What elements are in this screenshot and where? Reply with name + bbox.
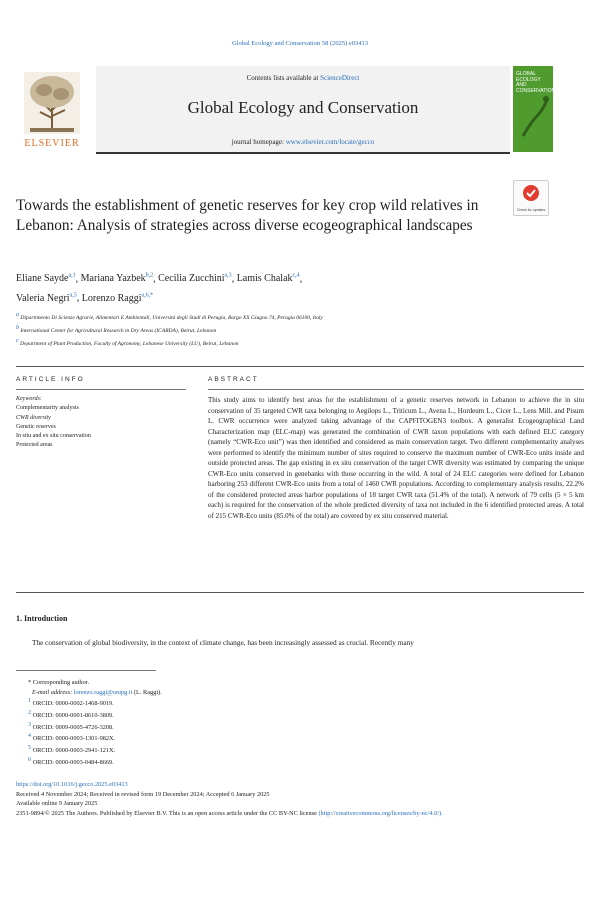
received-dates: Received 4 November 2024; Received in revised form 19 December 2024; Accepted 6 January 2025 bbox=[16, 790, 270, 798]
footnote-divider bbox=[16, 670, 156, 671]
sciencedirect-link[interactable]: ScienceDirect bbox=[320, 74, 360, 82]
corresponding-author-note: * Corresponding author. bbox=[28, 679, 90, 686]
keyword: CWR diversity bbox=[16, 414, 51, 421]
author[interactable]: Cecilia Zucchini$^{a,3}$ bbox=[158, 273, 232, 285]
homepage-line bbox=[96, 138, 510, 146]
article-info-heading: ARTICLE INFO bbox=[16, 376, 85, 383]
journal-reference[interactable]: Global Ecology and Conservation 58 (2025) e03413 bbox=[231, 40, 369, 47]
orcid-note: $^4$ ORCID: 0000-0003-1301-982X. bbox=[28, 733, 116, 743]
abstract-text: This study aims to identify best areas for the establishment of a genetic reserves network in Lebanon to achieve the in situ conservation of 35 targeted CWR taxa belonging to Aegilops L., Triticum L., Avena L., Hordeum L., Cicer L., Lens Mill. and Pisum L. CWR occurrence were analyzed taking advantage of the CAPFITOGEN3 toolbox. A generalist Ecogeographical Land Characterization map (ELC-map) was generated the combination of CWR taxon populations with each defined ELC category (namely “CWR-Eco unit”) was then identified and considered as main conservation target. Two different complementarity analyses were performed to identify the minimum number of sites required to conserve the maximum number of CWR-Eco units inside and outside protected areas. The gap existing in ex situ conservation of the target CWR diversity was estimated by comparing the unique CWR-Eco units conserved in genebanks with those occurring in the wild. A total of 24 ELC categories were defined for Lebanon harboring 253 different CWR-Eco units from a total of 1460 CWR populations. According to complementary analysis results, 22.2% of the considered protected areas harbor populations of 18 target CWR taxa (51.4% of the total). A network of 79 cells (5 × 5 km each) is required for the conservation of the whole predicted diversity of taxa not included in the 6 identified protected areas. A total of 215 CWR-Eco units (85.0% of the total) are covered by ex situ conserved material. bbox=[208, 396, 584, 520]
doi-link[interactable]: https://doi.org/10.1016/j.gecco.2025.e03413 bbox=[16, 781, 128, 788]
cover-lizard-icon bbox=[513, 66, 556, 152]
available-online: Available online 9 January 2025 bbox=[16, 800, 98, 808]
keywords-label: Keywords: bbox=[16, 396, 42, 402]
author[interactable]: Lamis Chalak$^{c,4}$ bbox=[236, 273, 300, 285]
homepage-link[interactable]: www.elsevier.com/locate/gecco bbox=[285, 138, 375, 146]
orcid-note: $^3$ ORCID: 0009-0005-4726-3208. bbox=[28, 721, 114, 731]
email-note: E-mail address: lorenzo.raggi@unipg.it (L. Raggi). bbox=[32, 688, 162, 696]
keywords-block bbox=[16, 389, 186, 451]
divider bbox=[16, 592, 584, 593]
abstract bbox=[208, 376, 584, 521]
license-link[interactable]: (http://creativecommons.org/licenses/by-nc/4.0/). bbox=[318, 809, 443, 817]
journal-banner bbox=[96, 66, 510, 154]
introduction-heading: 1. Introduction bbox=[16, 614, 68, 623]
keyword: Genetic reserves bbox=[16, 423, 56, 430]
orcid-note: $^5$ ORCID: 0000-0003-2941-121X. bbox=[28, 744, 116, 755]
email-link[interactable]: lorenzo.raggi@unipg.it bbox=[73, 688, 133, 696]
contents-prefix: Contents lists available at bbox=[246, 74, 319, 82]
keyword: Complementarity analysis bbox=[16, 405, 79, 412]
publication-info bbox=[16, 780, 584, 818]
introduction-text: The conservation of global biodiversity, in the context of climate change, has been increasingly assessed as crucial. Recently many bbox=[32, 638, 414, 647]
author[interactable]: Valeria Negri$^{a,5}$ bbox=[16, 292, 77, 304]
journal-cover[interactable] bbox=[513, 66, 556, 152]
abstract-heading: ABSTRACT bbox=[208, 376, 259, 383]
check-updates-icon bbox=[514, 181, 548, 205]
publisher-logo-text: ELSEVIER bbox=[24, 138, 80, 149]
divider bbox=[16, 366, 584, 367]
footnotes bbox=[16, 678, 316, 767]
masthead bbox=[16, 66, 584, 156]
homepage-prefix: journal homepage: bbox=[231, 138, 284, 146]
cover-title: GLOBAL ECOLOGY AND CONSERVATION bbox=[516, 71, 556, 94]
author-list: Eliane Sayde$^{a,1}$, Mariana Yazbek$^{b,2}$, Cecilia Zucchini$^{a,3}$, Lamis Chalak$^{c,4}$, Valeria Negri$^{a,5}$, Lorenzo Raggi$^{a,6,*}$ bbox=[16, 273, 303, 304]
orcid-note: $^2$ ORCID: 0000-0001-8610-3809. bbox=[28, 709, 114, 719]
elsevier-logo[interactable] bbox=[16, 66, 88, 156]
article-info bbox=[16, 376, 186, 451]
author[interactable]: Lorenzo Raggi$^{a,6,*}$ bbox=[81, 292, 154, 304]
affiliation: $^a$ Dipartimento Di Scienze Agrarie, Alimentari E Ambientali, Università degli Studi di Perugia, Borgo XX Giugno 74, Perugia 06100, Italy bbox=[16, 312, 323, 321]
author[interactable]: Mariana Yazbek$^{b,2}$ bbox=[80, 273, 154, 285]
orcid-note: $^1$ ORCID: 0000-0002-1468-9019. bbox=[28, 698, 114, 708]
keyword: Protected areas bbox=[16, 442, 53, 449]
author[interactable]: Eliane Sayde$^{a,1}$ bbox=[16, 273, 76, 285]
check-updates-label: Check for updates bbox=[516, 208, 546, 213]
license-statement: 2351-9894/© 2025 The Authors. Published by Elsevier B.V. This is an open access article under the CC BY-NC license (http://creativecommons.org/licenses/by-nc/4.0/). bbox=[16, 809, 443, 817]
article-title: Towards the establishment of genetic reserves for key crop wild relatives in Lebanon: Analysis of strategies across diverse ecogeographical landscapes bbox=[16, 197, 479, 234]
keyword: In situ and ex situ conservation bbox=[16, 433, 91, 440]
affiliations bbox=[16, 310, 576, 348]
orcid-note: $^6$ ORCID: 0000-0003-0484-8669. bbox=[28, 756, 114, 766]
journal-title: Global Ecology and Conservation bbox=[187, 98, 419, 117]
check-for-updates-badge[interactable] bbox=[513, 180, 549, 216]
contents-line bbox=[96, 74, 510, 82]
abstract-body bbox=[208, 389, 584, 521]
affiliation: $^c$ Department of Plant Production, Faculty of Agronomy, Lebanese University (LU), Beirut, Lebanon bbox=[16, 337, 239, 347]
affiliation: $^b$ International Center for Agricultural Research in Dry Areas (ICARDA), Beirut, Lebanon bbox=[16, 324, 217, 334]
